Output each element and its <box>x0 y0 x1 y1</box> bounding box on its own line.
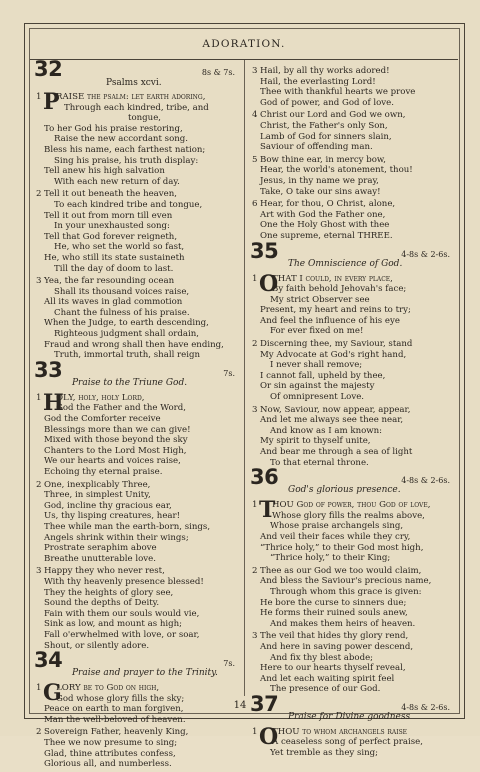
verse-line: And fix thy blest abode; <box>270 652 374 663</box>
verse-line: RAISE the psalm: let earth adoring, <box>56 92 206 102</box>
verse-line: And veil their faces while they cry, <box>260 531 411 542</box>
verse-line: God of power, and God of love. <box>260 97 394 108</box>
hymn-title: Praise for Divine goodness <box>288 711 411 722</box>
verse-line: Raise the new accordant song. <box>54 134 189 145</box>
hymn-number: 37 <box>250 691 279 716</box>
verse-line: Thee we now presume to sing; <box>44 738 178 749</box>
verse-line: Hail, the everlasting Lord! <box>260 76 376 87</box>
verse-line: Through whom this grace is given: <box>270 586 422 597</box>
hymn-title: Praise and prayer to the Trinity. <box>72 668 218 679</box>
drop-cap: O <box>259 270 279 297</box>
stanza <box>34 89 239 187</box>
verse-line: And know as I am known: <box>270 425 383 436</box>
verse-line: Chant the fulness of his praise. <box>54 307 190 318</box>
left-column <box>34 57 239 772</box>
verse-line: When the Judge, to earth descending, <box>44 318 209 329</box>
verse-line: Yea, the far resounding ocean <box>44 276 175 287</box>
verse-line: Jesus, in thy name we pray, <box>260 175 379 186</box>
verse-line: Shout, or silently adore. <box>44 640 150 651</box>
verse-line: We our hearts and voices raise, <box>44 456 181 467</box>
stanza <box>34 276 239 361</box>
stanza <box>34 389 239 478</box>
verse-line: And bear me through a sea of light <box>260 447 413 457</box>
verse-line: Art with God the Father one, <box>260 209 386 220</box>
verse-line: Thee while man the earth-born, sings, <box>44 521 211 532</box>
drop-cap: O <box>259 723 279 750</box>
hymn-title: Psalms xcvi. <box>106 78 162 88</box>
verse-line: To each kindred tribe and tongue, <box>54 199 203 210</box>
hymn-meter: 7s. <box>223 368 235 378</box>
stanza <box>250 110 454 152</box>
verse-line: Fraud and wrong shall then have ending, <box>44 339 224 350</box>
stanza-number: 5 <box>252 154 258 165</box>
stanza-number: 4 <box>252 110 258 121</box>
verse-line: And let me always see thee near, <box>260 415 404 426</box>
verse-line: Or sin against the majesty <box>260 381 375 392</box>
stanza <box>34 566 239 651</box>
hymn-number: 32 <box>34 57 63 81</box>
verse-line: He, who still its state sustaineth <box>44 252 185 263</box>
verse-line: Angels shrink within their wings; <box>44 532 189 543</box>
verse-line: Tell anew his high salvation <box>44 166 165 177</box>
verse-line: Tell it out from morn till even <box>44 210 173 221</box>
stanza-number: 3 <box>36 566 42 577</box>
drop-cap: H <box>43 389 64 416</box>
verse-line: In your unexhausted song: <box>54 221 170 232</box>
stanza-number: 2 <box>36 479 42 490</box>
verse-line: Sink as low, and mount as high; <box>44 619 183 630</box>
stanza <box>34 189 239 274</box>
hymn-meter: 4-8s & 2-6s. <box>401 702 450 712</box>
stanza <box>34 727 239 769</box>
verse-line: One, inexplicably Three, <box>44 479 151 490</box>
verse-line: THOU to whom archangels raise <box>272 726 408 737</box>
verse-line: Saviour of offending man. <box>260 142 373 153</box>
verse-line: With each new return of day. <box>54 176 180 187</box>
verse-line: God, incline thy gracious ear, <box>44 500 172 511</box>
verse-line: Now, Saviour, now appear, appear, <box>260 404 411 415</box>
verse-line: Present, my heart and reins to try; <box>260 305 411 316</box>
verse-line: And bless the Saviour's precious name, <box>260 576 432 587</box>
verse-line: Yet tremble as they sing; <box>270 748 379 759</box>
verse-line: To that eternal throne. <box>270 457 369 468</box>
verse-line: Glorious all, and numberless. <box>44 759 172 770</box>
verse-line: “Thrice holy,” to their God most high, <box>260 542 424 553</box>
stanza-number: 1 <box>252 726 258 737</box>
verse-line: The presence of our God. <box>270 684 381 695</box>
verse-line: Bow thine ear, in mercy bow, <box>260 154 387 165</box>
verse-line: Sound the depths of Deity. <box>44 598 160 609</box>
verse-line: Shall its thousand voices raise, <box>54 286 190 297</box>
verse-line: Man the well-beloved of heaven. <box>44 714 186 725</box>
verse-line: OLY, holy, holy Lord, <box>56 392 145 403</box>
verse-line: He, who set the world so fast, <box>54 242 185 253</box>
verse-line: And makes them heirs of heaven. <box>270 618 416 629</box>
stanza-number: 1 <box>36 92 42 102</box>
verse-line: Righteous judgment shall ordain, <box>54 329 200 340</box>
verse-line: Prostrate seraphim above <box>44 543 157 554</box>
verse-line: With thy heavenly presence blessed! <box>44 576 204 587</box>
hymn-header <box>250 465 454 500</box>
verse-line: My spirit to thyself unite, <box>260 436 371 447</box>
verse-line: God the Comforter receive <box>44 414 161 425</box>
verse-line: THAT I could, in every place, <box>272 273 393 284</box>
stanza-number: 3 <box>36 276 42 287</box>
hymn-meter: 7s. <box>223 659 235 669</box>
verse-line: Of omnipresent Love. <box>270 392 365 403</box>
verse-line: Through each kindred, tribe, and <box>64 102 209 113</box>
hymn-number: 34 <box>34 648 63 673</box>
verse-line: HOU God of power, thou God of love, <box>272 500 431 511</box>
stanza <box>250 566 454 630</box>
verse-line: Tell that God forever reigneth, <box>44 231 178 242</box>
stanza <box>250 339 454 403</box>
verse-line: Peace on earth to man forgiven, <box>44 704 184 715</box>
page-header: ADORATION. <box>202 38 286 50</box>
verse-line: Truth, immortal truth, shall reign <box>54 350 201 361</box>
stanza <box>34 680 239 725</box>
verse-line: God the Father and the Word, <box>56 403 186 414</box>
verse-line: Sovereign Father, heavenly King, <box>44 727 189 738</box>
stanza-number: 3 <box>252 631 258 642</box>
verse-line: I never shall remove; <box>270 360 363 371</box>
hymn-title: God's glorious presence. <box>288 485 401 496</box>
hymn-header <box>250 691 454 727</box>
stanza-number: 3 <box>252 66 258 76</box>
verse-line: Hear, for thou, O Christ, alone, <box>260 199 396 210</box>
stanza-number: 1 <box>36 683 42 694</box>
verse-line: He forms their ruined souls anew, <box>260 608 408 619</box>
hymn-title: Praise to the Triune God. <box>72 377 188 388</box>
verse-line: And feel the influence of his eye <box>260 315 400 326</box>
stanza <box>250 155 454 197</box>
verse-line: My strict Observer see <box>270 294 370 305</box>
verse-line: God whose glory fills the sky; <box>56 693 185 704</box>
verse-line: Thee as our God we too would claim, <box>260 565 422 576</box>
verse-line: Bless his name, each farthest nation; <box>44 144 206 155</box>
verse-line: Three, in simplest Unity, <box>44 490 151 501</box>
verse-line: Echoing thy eternal praise. <box>44 467 163 477</box>
verse-line: Till the day of doom to last. <box>54 263 174 274</box>
verse-line: To her God his praise restoring, <box>44 123 183 134</box>
verse-line: For ever fixed on me! <box>270 326 364 337</box>
verse-line: Fall o'erwhelmed with love, or soar, <box>44 629 200 640</box>
stanza-number: 2 <box>36 189 42 200</box>
verse-line: Blessings more than we can give! <box>44 424 191 435</box>
page-number: 14 <box>233 700 247 711</box>
drop-cap: T <box>259 497 276 524</box>
column-divider <box>244 60 245 696</box>
stanza <box>250 723 454 759</box>
verse-line: Hear, the world's atonement, thou! <box>260 165 413 176</box>
verse-line: Chanters to the Lord Most High, <box>44 445 187 456</box>
hymn-number: 36 <box>250 465 279 490</box>
verse-line: Hail, by all thy works adored! <box>260 66 390 76</box>
verse-line: Mixed with those beyond the sky <box>44 435 188 446</box>
stanza-number: 1 <box>36 392 42 403</box>
stanza <box>34 480 239 565</box>
verse-line: Christ, the Father's only Son, <box>260 120 388 131</box>
hymn-meter: 4-8s & 2-6s. <box>401 249 450 259</box>
verse-line: By faith behold Jehovah's face; <box>272 284 407 295</box>
verse-line: And here in saving power descend, <box>260 641 414 652</box>
verse-line: Us, thy lisping creatures, hear! <box>44 511 181 522</box>
hymn-meter: 4-8s & 2-6s. <box>401 476 450 486</box>
hymn-header <box>250 238 454 274</box>
verse-line: Happy they who never rest, <box>44 566 165 577</box>
drop-cap: G <box>43 680 62 707</box>
stanza <box>250 405 454 469</box>
verse-line: Tell it out beneath the heaven, <box>44 189 178 200</box>
verse-line: Here to our hearts thyself reveal, <box>260 663 406 674</box>
verse-line: They the heights of glory see, <box>44 587 174 598</box>
verse-line: All its waves in glad commotion <box>44 297 183 308</box>
verse-line: Glad, thine attributes confess, <box>44 748 176 759</box>
drop-cap: P <box>43 89 60 115</box>
stanza <box>250 199 454 241</box>
stanza-number: 1 <box>252 273 258 284</box>
stanza <box>250 270 454 338</box>
verse-line: One supreme, eternal THREE. <box>260 230 393 241</box>
hymn-number: 35 <box>250 238 279 263</box>
stanza <box>250 66 454 108</box>
verse-line: Breathe unutterable love. <box>44 553 156 564</box>
verse-line: Lamb of God for sinners slain, <box>260 131 392 142</box>
right-column <box>250 66 454 761</box>
verse-line: Thee with thankful hearts we prove <box>260 87 416 98</box>
verse-line: My Advocate at God's right hand, <box>260 349 407 360</box>
stanza-number: 2 <box>36 727 42 738</box>
stanza-number: 6 <box>252 199 258 210</box>
verse-line: tongue, <box>128 113 162 124</box>
verse-line: One the Holy Ghost with thee <box>260 220 390 231</box>
hymn-number: 33 <box>34 357 63 382</box>
verse-line: Christ our Lord and God we own, <box>260 110 406 121</box>
verse-line: He bore the curse to sinners due; <box>260 597 407 608</box>
hymn-header <box>34 357 239 393</box>
hymn-meter: 8s & 7s. <box>201 68 235 77</box>
hymn-header <box>34 57 239 92</box>
hymn-title: The Omniscience of God. <box>288 258 403 269</box>
verse-line: A ceaseless song of perfect praise, <box>272 737 423 748</box>
hymn-header <box>34 648 239 683</box>
verse-line: And let each waiting spirit feel <box>260 673 395 684</box>
stanza-number: 1 <box>252 500 258 511</box>
stanza-number: 2 <box>252 565 258 576</box>
verse-line: Discerning thee, my Saviour, stand <box>260 339 413 350</box>
verse-line: Fain with them our souls would vie, <box>44 608 200 619</box>
verse-line: “Thrice holy,” to their King; <box>270 553 391 564</box>
stanza <box>250 497 454 564</box>
verse-line: Whose glory fills the realms above, <box>272 510 425 521</box>
verse-line: The veil that hides thy glory rend, <box>260 631 409 642</box>
verse-line: LORY be to God on high, <box>56 683 160 694</box>
verse-line: I cannot fall, upheld by thee, <box>260 370 386 381</box>
verse-line: Sing his praise, his truth display: <box>54 155 199 166</box>
verse-line: Take, O take our sins away! <box>260 186 381 197</box>
stanza-number: 2 <box>252 339 258 350</box>
stanza-number: 3 <box>252 404 258 415</box>
verse-line: Whose praise archangels sing, <box>270 521 404 532</box>
stanza <box>250 631 454 695</box>
